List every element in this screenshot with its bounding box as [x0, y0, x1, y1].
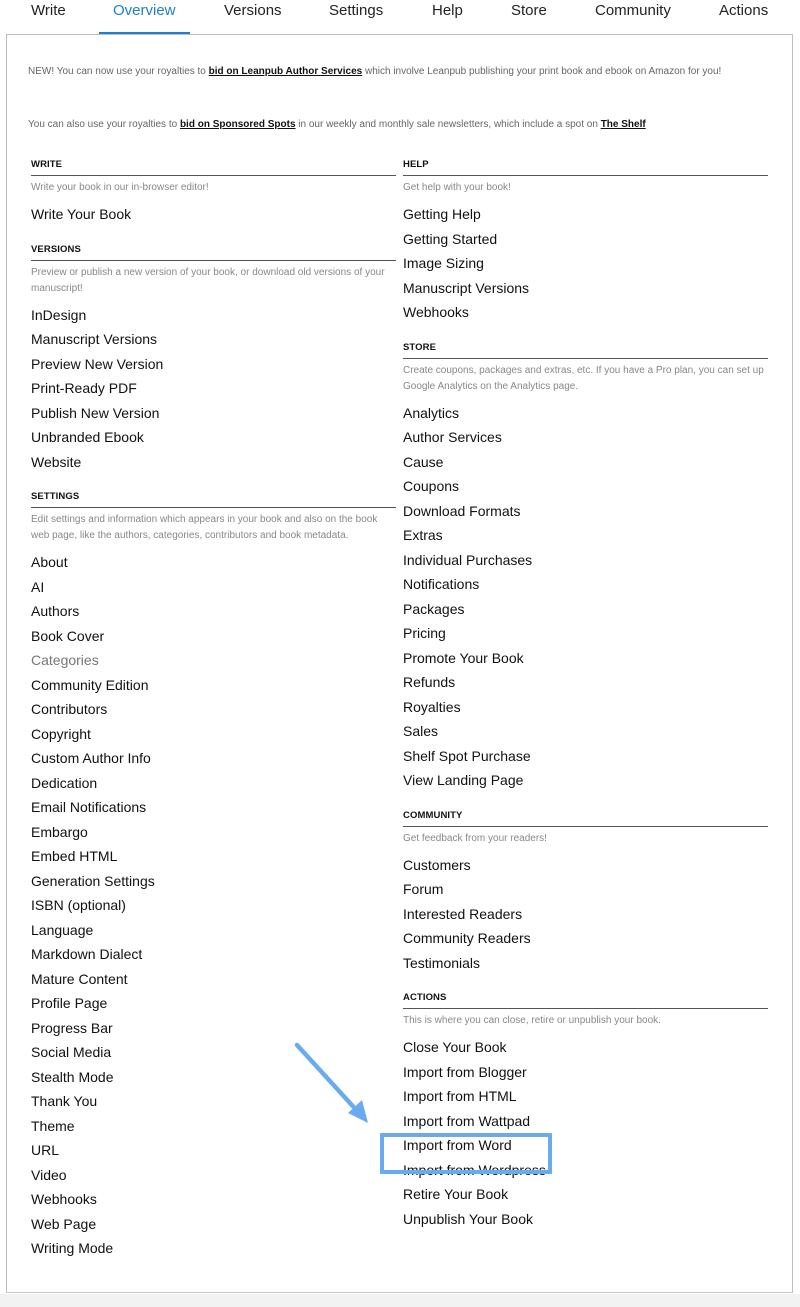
link-dedication[interactable]: Dedication — [31, 774, 98, 791]
link-isbn-optional[interactable]: ISBN (optional) — [31, 897, 126, 913]
link-unbranded-ebook[interactable]: Unbranded Ebook — [31, 429, 144, 445]
section-description: Edit settings and information which appears in your book and also on the book web page, like the authors, categories, contributors and book metadata. — [31, 514, 378, 541]
section-description: Get feedback from your readers! — [403, 832, 547, 844]
link-unpublish-your-book[interactable]: Unpublish Your Book — [403, 1210, 533, 1227]
link-cause[interactable]: Cause — [403, 453, 444, 470]
link-individual-purchases[interactable]: Individual Purchases — [403, 551, 533, 568]
link-publish-new-version[interactable]: Publish New Version — [31, 404, 160, 421]
help-section — [403, 158, 768, 325]
link-language[interactable]: Language — [31, 921, 94, 938]
link-book-cover[interactable]: Book Cover — [31, 627, 105, 644]
tab-settings[interactable]: Settings — [329, 2, 384, 19]
actions-section — [403, 991, 768, 1231]
link-web-page[interactable]: Web Page — [31, 1215, 97, 1232]
link-retire-your-book[interactable]: Retire Your Book — [403, 1186, 509, 1202]
link-testimonials[interactable]: Testimonials — [403, 954, 481, 971]
link-packages[interactable]: Packages — [403, 600, 465, 617]
link-extras[interactable]: Extras — [403, 527, 443, 543]
tab-store[interactable]: Store — [511, 2, 547, 19]
section-title: SETTINGS — [31, 490, 396, 508]
link-writing-mode[interactable]: Writing Mode — [31, 1240, 114, 1256]
link-video[interactable]: Video — [31, 1166, 67, 1183]
right-column — [403, 158, 768, 1231]
link-mature-content[interactable]: Mature Content — [31, 970, 128, 987]
link-about[interactable]: About — [31, 554, 68, 570]
tab-help[interactable]: Help — [432, 2, 463, 19]
link-sales[interactable]: Sales — [403, 723, 439, 739]
link-forum[interactable]: Forum — [403, 881, 444, 897]
link-community-edition[interactable]: Community Edition — [31, 676, 149, 693]
settings-items — [31, 550, 396, 1261]
link-interested-readers[interactable]: Interested Readers — [403, 905, 523, 922]
tab-actions[interactable]: Actions — [719, 2, 769, 19]
page-footer-strip — [0, 1294, 800, 1307]
link-embargo[interactable]: Embargo — [31, 823, 88, 840]
author-services-notice: NEW! You can now use your royalties to bid on Leanpub Author Services which involve Leanpub publishing your print book and ebook on Amazon for you! — [28, 66, 722, 77]
top-tab-bar — [0, 0, 800, 34]
link-contributors[interactable]: Contributors — [31, 701, 108, 717]
link-markdown-dialect[interactable]: Markdown Dialect — [31, 946, 143, 962]
link-custom-author-info[interactable]: Custom Author Info — [31, 750, 151, 766]
link-manuscript-versions[interactable]: Manuscript Versions — [403, 279, 530, 296]
section-description: Create coupons, packages and extras, etc. If you have a Pro plan, you can set up Google Analytics on the Analytics page. — [403, 364, 764, 392]
section-title: VERSIONS — [31, 243, 396, 261]
tab-overview[interactable]: Overview — [113, 2, 176, 19]
section-title: WRITE — [31, 158, 396, 176]
link-thank-you[interactable]: Thank You — [31, 1093, 98, 1109]
link-manuscript-versions[interactable]: Manuscript Versions — [31, 331, 158, 347]
link-getting-started[interactable]: Getting Started — [403, 230, 498, 247]
link-import-from-wattpad[interactable]: Import from Wattpad — [403, 1112, 531, 1129]
link-ai[interactable]: AI — [31, 578, 45, 595]
link-profile-page[interactable]: Profile Page — [31, 995, 108, 1011]
section-description: This is where you can close, retire or unpublish your book. — [403, 1015, 661, 1026]
community-section — [403, 809, 768, 976]
store-items — [403, 401, 768, 793]
link-shelf-spot-purchase[interactable]: Shelf Spot Purchase — [403, 747, 531, 764]
write-section — [31, 158, 396, 227]
link-refunds[interactable]: Refunds — [403, 674, 456, 690]
link-generation-settings[interactable]: Generation Settings — [31, 872, 155, 889]
link-url[interactable]: URL — [31, 1142, 60, 1158]
link-pricing[interactable]: Pricing — [403, 625, 446, 641]
link-copyright[interactable]: Copyright — [31, 725, 91, 742]
sponsored-spots-link[interactable]: bid on Sponsored Spots — [179, 119, 296, 130]
link-author-services[interactable]: Author Services — [403, 429, 502, 445]
import-from-word-highlight — [380, 1133, 552, 1174]
link-coupons[interactable]: Coupons — [403, 478, 460, 494]
link-view-landing-page[interactable]: View Landing Page — [403, 772, 524, 788]
link-promote-your-book[interactable]: Promote Your Book — [403, 649, 524, 666]
link-notifications[interactable]: Notifications — [403, 576, 480, 592]
link-import-from-html[interactable]: Import from HTML — [403, 1088, 517, 1104]
link-webhooks[interactable]: Webhooks — [403, 304, 469, 320]
write-items — [31, 202, 396, 227]
help-items — [403, 202, 768, 325]
section-title: ACTIONS — [403, 991, 768, 1009]
settings-section — [31, 490, 396, 1261]
section-title: STORE — [403, 341, 768, 359]
link-preview-new-version[interactable]: Preview New Version — [31, 355, 164, 372]
link-theme[interactable]: Theme — [31, 1117, 75, 1134]
tab-write[interactable]: Write — [31, 2, 66, 19]
link-close-your-book[interactable]: Close Your Book — [403, 1039, 507, 1055]
author-services-link[interactable]: bid on Leanpub Author Services — [208, 66, 363, 77]
link-image-sizing[interactable]: Image Sizing — [403, 255, 484, 271]
link-royalties[interactable]: Royalties — [403, 698, 461, 715]
section-title: COMMUNITY — [403, 809, 768, 827]
community-items — [403, 853, 768, 976]
link-write-your-book[interactable]: Write Your Book — [31, 206, 132, 222]
section-title: HELP — [403, 158, 768, 176]
tab-community[interactable]: Community — [595, 2, 671, 19]
link-customers[interactable]: Customers — [403, 856, 471, 873]
link-community-readers[interactable]: Community Readers — [403, 930, 531, 946]
annotation-arrow-icon — [290, 1038, 380, 1128]
versions-section — [31, 243, 396, 475]
link-import-from-wordpress[interactable]: Import from Wordpress — [403, 1161, 546, 1178]
store-section — [403, 341, 768, 793]
link-categories[interactable]: Categories — [31, 652, 99, 668]
section-description: Preview or publish a new version of your book, or download old versions of your manuscript! — [31, 266, 385, 294]
link-print-ready-pdf[interactable]: Print-Ready PDF — [31, 380, 137, 396]
link-progress-bar[interactable]: Progress Bar — [31, 1019, 113, 1036]
link-social-media[interactable]: Social Media — [31, 1044, 112, 1060]
link-getting-help[interactable]: Getting Help — [403, 206, 481, 222]
link-download-formats[interactable]: Download Formats — [403, 502, 521, 519]
link-import-from-word[interactable]: Import from Word — [403, 1137, 512, 1153]
tab-versions[interactable]: Versions — [224, 2, 282, 19]
link-website[interactable]: Website — [31, 453, 82, 470]
sponsored-spots-notice: You can also use your royalties to bid on Sponsored Spots in our weekly and monthly sale newsletters, which include a spot on The Shelf — [28, 119, 646, 130]
link-webhooks[interactable]: Webhooks — [31, 1191, 97, 1207]
link-import-from-blogger[interactable]: Import from Blogger — [403, 1063, 527, 1080]
link-email-notifications[interactable]: Email Notifications — [31, 799, 147, 815]
link-indesign[interactable]: InDesign — [31, 306, 87, 323]
versions-items — [31, 303, 396, 475]
link-analytics[interactable]: Analytics — [403, 404, 460, 421]
link-authors[interactable]: Authors — [31, 603, 80, 619]
the-shelf-link[interactable]: The Shelf — [600, 119, 646, 130]
link-stealth-mode[interactable]: Stealth Mode — [31, 1068, 114, 1085]
section-description: Write your book in our in-browser editor! — [31, 182, 209, 193]
link-embed-html[interactable]: Embed HTML — [31, 848, 118, 864]
section-description: Get help with your book! — [403, 182, 511, 193]
